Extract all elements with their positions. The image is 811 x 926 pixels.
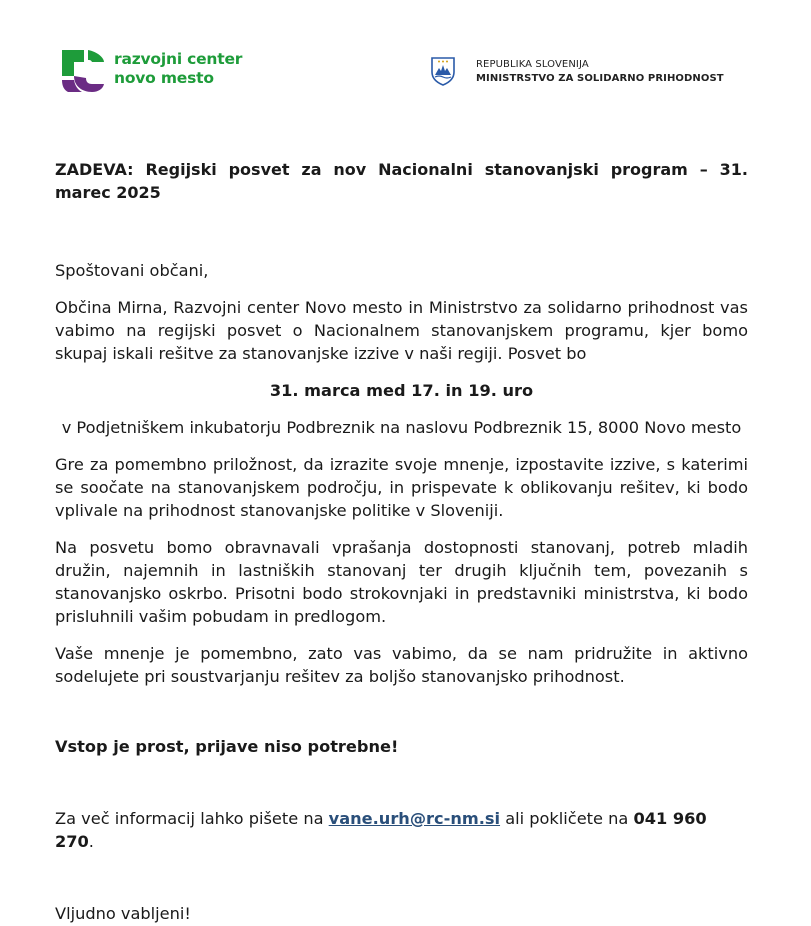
letter-closing: Vljudno vabljeni! bbox=[55, 904, 191, 923]
topics-paragraph: Na posvetu bomo obravnavali vprašanja dostopnosti stanovanj, potreb mladih družin, najemnih in lastniških stanovanj ter drugih ključnih tem, povezanih s stanovanjsko oskrbo. Prisotni bodo strokovnjaki in predstavniki ministrstva, ki bodo prisluhnili vašim pobudam in predlogom. bbox=[55, 538, 748, 626]
letter-body bbox=[55, 158, 748, 925]
letter-subject: ZADEVA: Regijski posvet za nov Nacionalni stanovanjski program – 31. marec 2025 bbox=[55, 160, 748, 202]
rc-logo-text bbox=[114, 50, 242, 88]
free-entry-notice: Vstop je prost, prijave niso potrebne! bbox=[55, 737, 399, 756]
invite-paragraph: Vaše mnenje je pomembno, zato vas vabimo, da se nam pridružite in aktivno sodelujete pri soustvarjanju rešitev za boljšo stanovanjsko prihodnost. bbox=[55, 644, 748, 686]
letter-greeting: Spoštovani občani, bbox=[55, 261, 209, 280]
ministry-line-2: MINISTRSTVO ZA SOLIDARNO PRIHODNOST bbox=[476, 73, 724, 84]
info-middle: ali pokličete na bbox=[500, 809, 634, 828]
contact-email-link[interactable]: vane.urh@rc-nm.si bbox=[328, 809, 501, 828]
ministry-name bbox=[476, 58, 724, 86]
ministry-line-1: REPUBLIKA SLOVENIJA bbox=[476, 59, 589, 70]
info-suffix: . bbox=[88, 832, 94, 851]
event-date: 31. marca med 17. in 19. uro bbox=[269, 381, 534, 400]
contact-info bbox=[55, 807, 748, 853]
intro-paragraph: Občina Mirna, Razvojni center Novo mesto in Ministrstvo za solidarno prihodnost vas vabimo na regijski posvet o Nacionalnem stanovanjskem programu, kjer bomo skupaj iskali rešitve za stanovanjske izzive v naši regiji. Posvet bo bbox=[55, 298, 748, 363]
slovenia-coat-of-arms-icon bbox=[430, 56, 456, 86]
logo-line-1: razvojni center bbox=[114, 50, 243, 68]
letterhead bbox=[0, 0, 811, 110]
opportunity-paragraph: Gre za pomembno priložnost, da izrazite svoje mnenje, izpostavite izzive, s katerimi se soočate na stanovanjskem področju, in prispevate k oblikovanju rešitev, ki bodo vplivale na prihodnost stanovanjske politike v Sloveniji. bbox=[55, 455, 748, 520]
logo-line-2: novo mesto bbox=[114, 69, 214, 87]
contact-phone: 041 960 270 bbox=[55, 809, 707, 851]
info-prefix: Za več informacij lahko pišete na bbox=[55, 809, 329, 828]
event-location: v Podjetniškem inkubatorju Podbreznik na naslovu Podbreznik 15, 8000 Novo mesto bbox=[61, 418, 742, 437]
rc-logo-icon bbox=[58, 46, 108, 94]
